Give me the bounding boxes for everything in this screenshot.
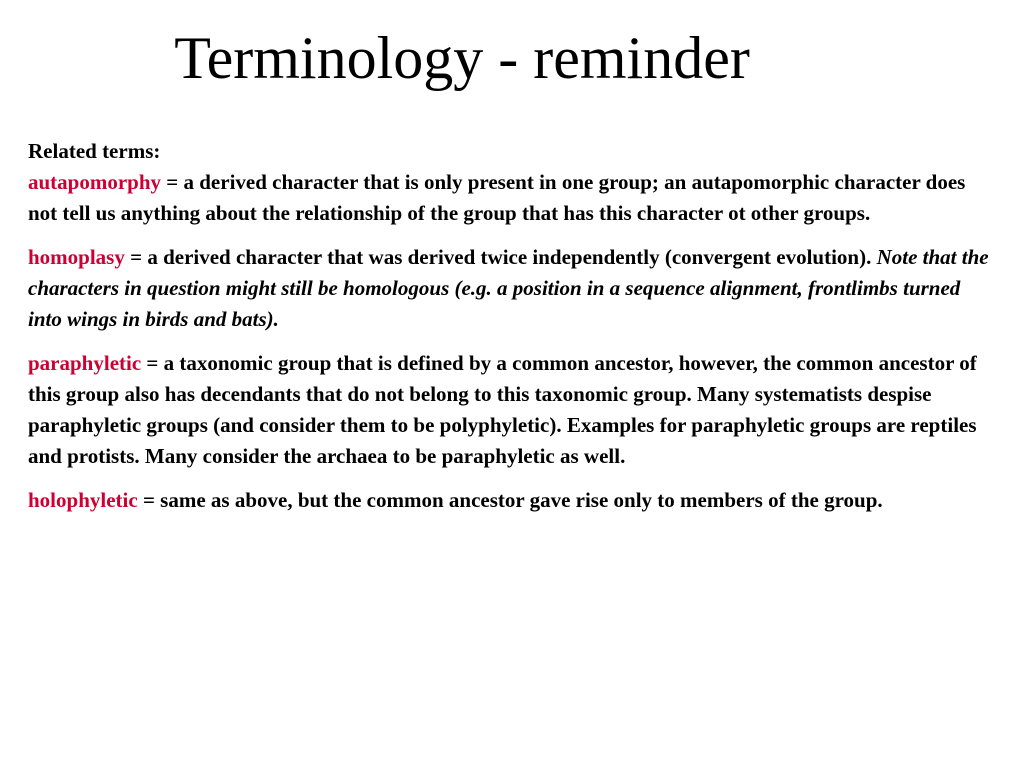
definition-paraphyletic [28, 348, 990, 472]
term-paraphyletic: paraphyletic [28, 351, 142, 375]
definition-text-homoplasy: = a derived character that was derived twice independently (convergent evolution). [124, 245, 877, 269]
slide-title: Terminology - reminder [174, 25, 750, 91]
term-homoplasy: homoplasy [28, 245, 125, 269]
definition-autapomorphy [28, 167, 990, 229]
note-homoplasy: Note that the characters in question might still be homologous (e.g. a position in a sequence alignment, frontlimbs turned into wings in birds and bats). [28, 245, 989, 331]
definition-text-holophyletic: = same as above, but the common ancestor gave rise only to members of the group. [137, 488, 883, 512]
definition-homoplasy [28, 242, 990, 335]
term-holophyletic: holophyletic [28, 488, 138, 512]
related-terms-heading: Related terms: [28, 139, 161, 163]
definition-text-autapomorphy: = a derived character that is only present in one group; an autapomorphic character does not tell us anything about the relationship of the group that has this character ot other groups. [28, 170, 966, 225]
definition-text-paraphyletic: = a taxonomic group that is defined by a common ancestor, however, the common ancestor of this group also has decendants that do not belong to this taxonomic group. Many systematists despise paraphyletic groups (and consider them to be polyphyletic). Examples for paraphyletic groups are reptiles and protists. Many consider the archaea to be paraphyletic as well. [28, 351, 977, 468]
slide-body [28, 136, 990, 529]
definition-holophyletic [28, 485, 990, 516]
term-autapomorphy: autapomorphy [28, 170, 162, 194]
